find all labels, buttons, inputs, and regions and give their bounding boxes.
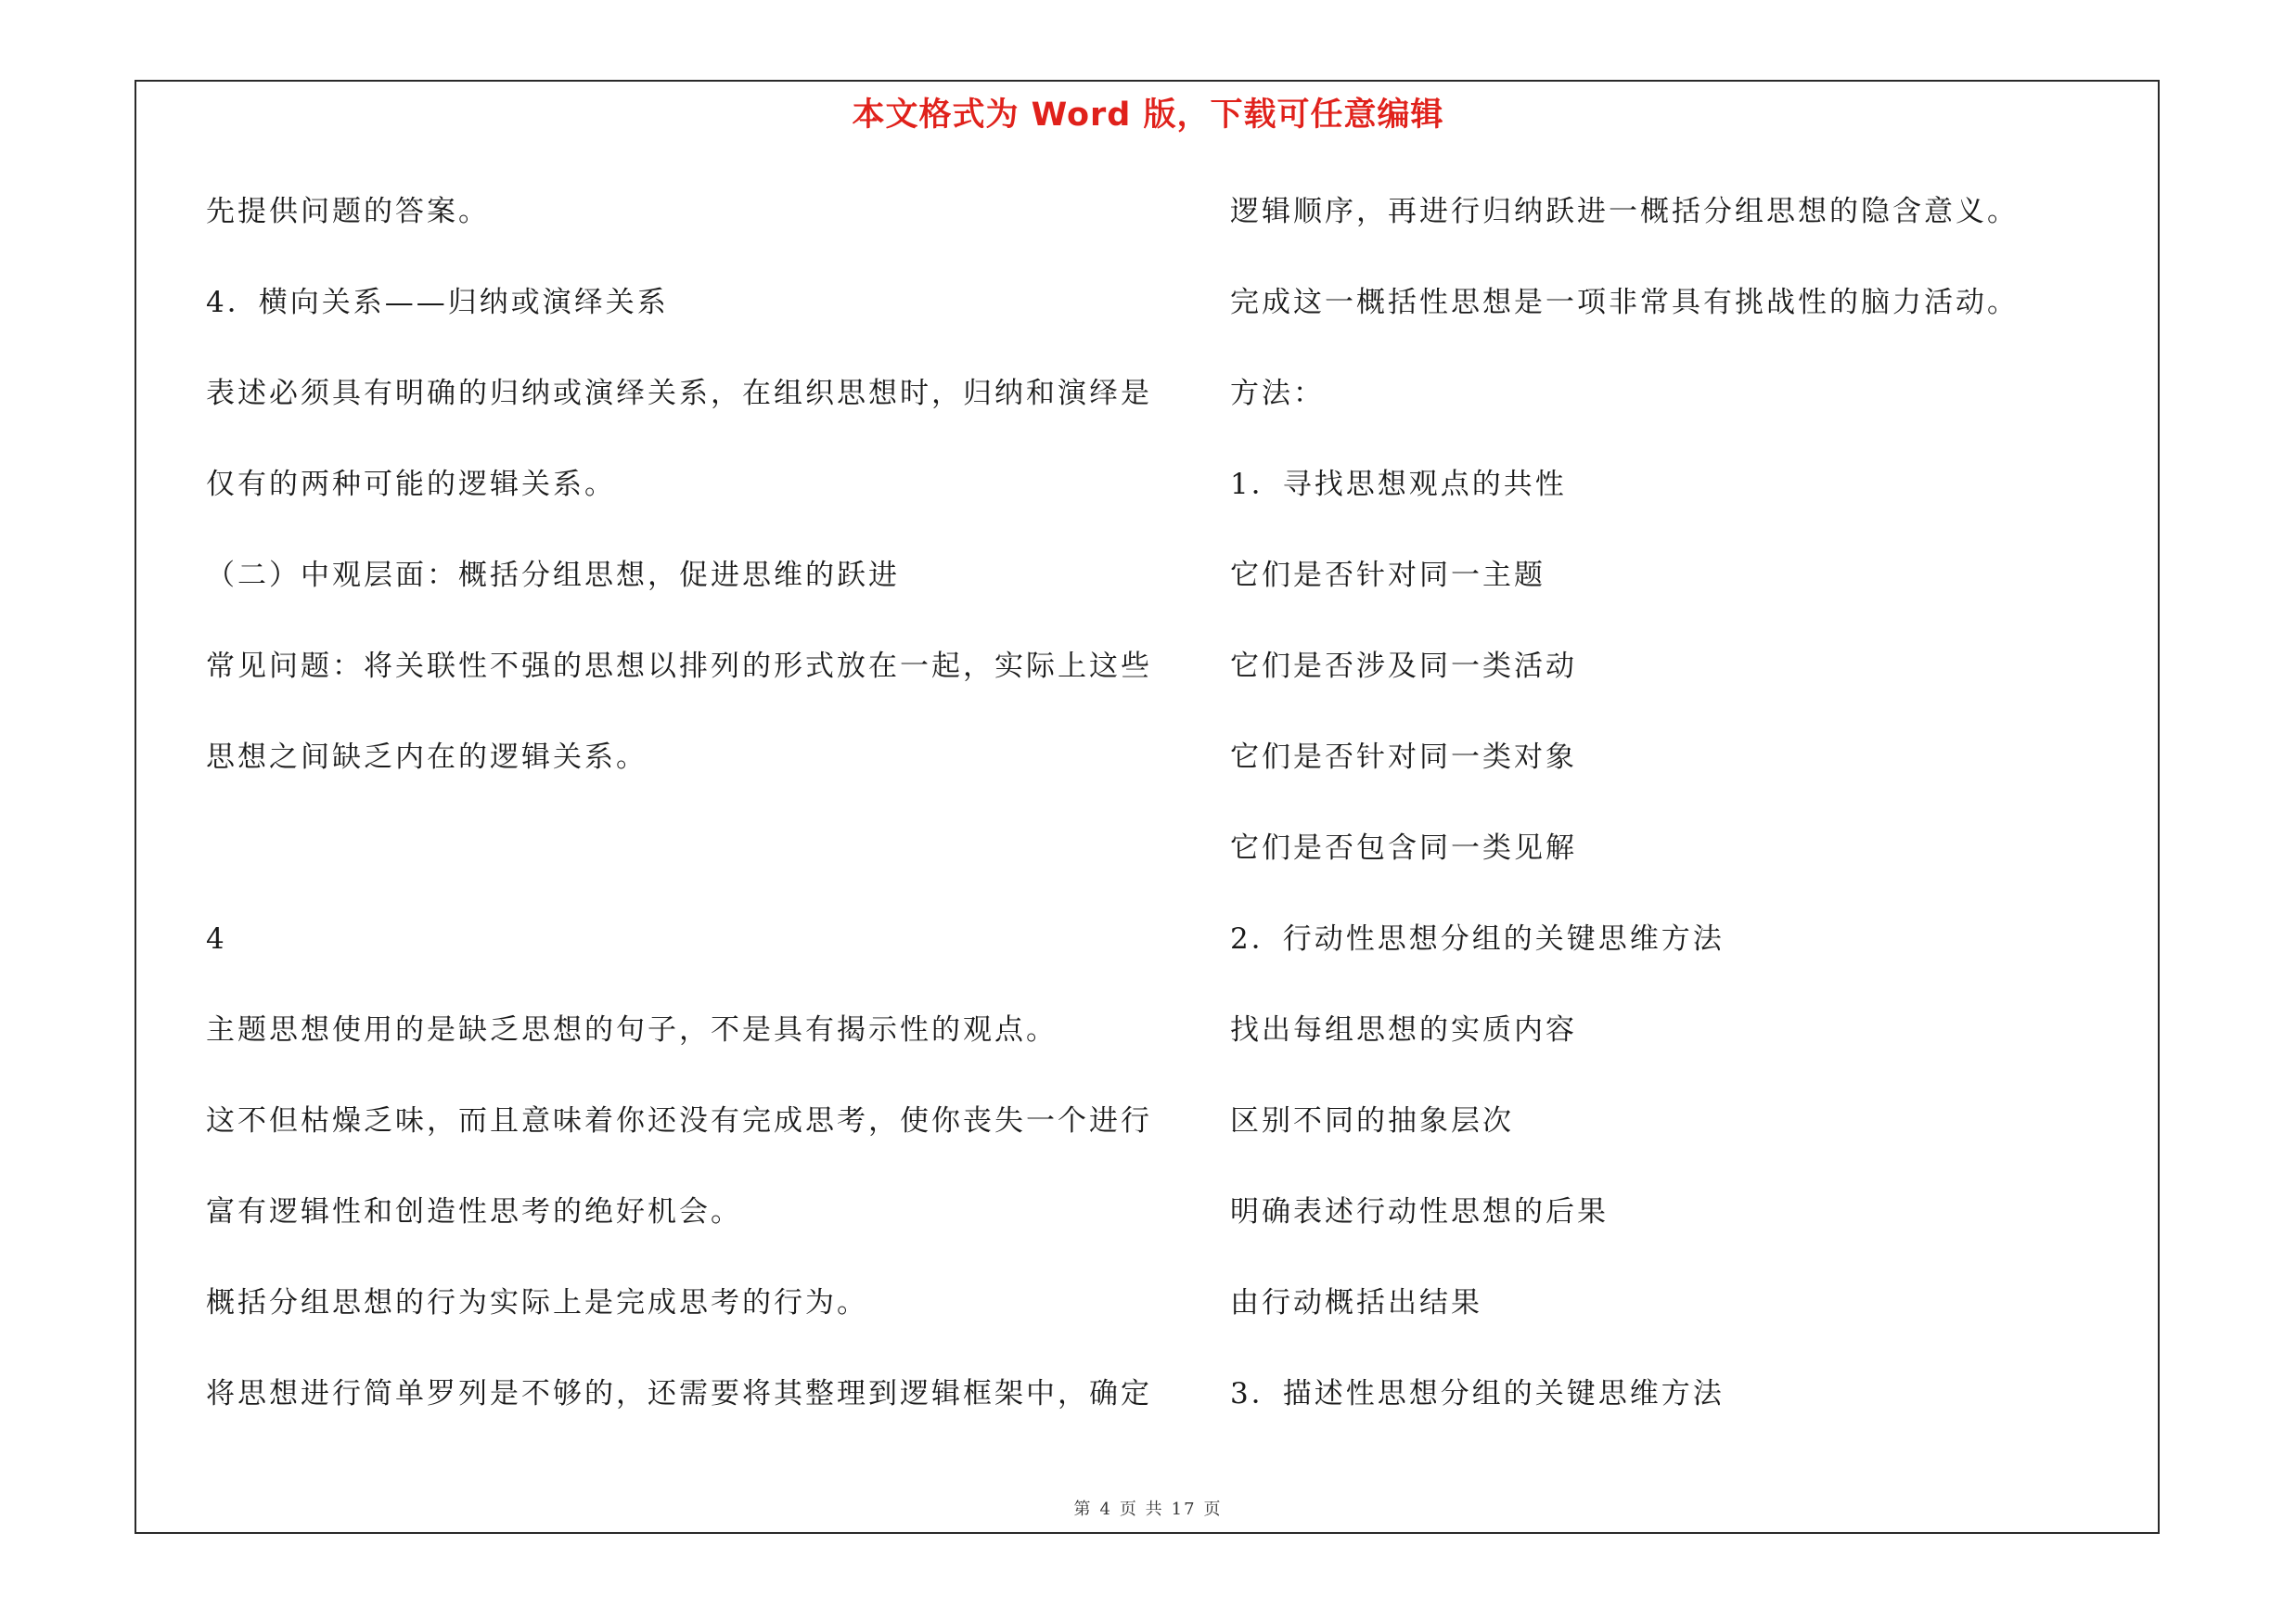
list-item: 由行动概括出结果 [1230,1286,1482,1320]
text-line: 逻辑顺序，再进行归纳跃进一概括分组思想的隐含意义。 [1230,195,2019,228]
section-heading: （二）中观层面：概括分组思想，促进思维的跃进 [206,559,900,592]
footer-middle: 页 共 [1119,1500,1164,1519]
text-line: 概括分组思想的行为实际上是完成思考的行为。 [206,1286,868,1320]
current-page-number: 4 [1099,1500,1112,1519]
word-format-banner: 本文格式为 Word 版，下载可任意编辑 [852,97,1444,134]
text-line: 这不但枯燥乏味，而且意味着你还没有完成思考，使你丧失一个进行 [206,1104,1152,1138]
footer-suffix: 页 [1203,1500,1223,1519]
list-item: 找出每组思想的实质内容 [1230,1013,1577,1047]
inline-number: 4 [206,922,227,956]
footer-prefix: 第 [1073,1500,1093,1519]
total-page-count: 17 [1171,1500,1197,1519]
list-heading: 3．描述性思想分组的关键思维方法 [1230,1377,1725,1410]
section-heading: 4．横向关系——归纳或演绎关系 [206,286,669,319]
text-line: 方法： [1230,377,1325,410]
list-item: 区别不同的抽象层次 [1230,1104,1514,1138]
text-line: 表述必须具有明确的归纳或演绎关系，在组织思想时，归纳和演绎是 [206,377,1152,410]
text-line: 完成这一概括性思想是一项非常具有挑战性的脑力活动。 [1230,286,2019,319]
list-item: 它们是否涉及同一类活动 [1230,650,1577,683]
text-line: 富有逻辑性和创造性思考的绝好机会。 [206,1195,742,1229]
text-line: 先提供问题的答案。 [206,195,490,228]
blank-line [206,820,1143,911]
text-line: 主题思想使用的是缺乏思想的句子，不是具有揭示性的观点。 [206,1013,1058,1047]
text-line: 思想之间缺乏内在的逻辑关系。 [206,741,648,774]
page-number-footer [0,1496,2296,1520]
list-heading: 2．行动性思想分组的关键思维方法 [1230,922,1725,956]
text-line: 仅有的两种可能的逻辑关系。 [206,468,616,501]
list-item: 它们是否针对同一类对象 [1230,741,1577,774]
list-item: 它们是否包含同一类见解 [1230,831,1577,865]
text-line: 常见问题：将关联性不强的思想以排列的形式放在一起，实际上这些 [206,650,1152,683]
list-item: 它们是否针对同一主题 [1230,559,1546,592]
right-text-column [1230,184,2167,1457]
list-item: 明确表述行动性思想的后果 [1230,1195,1609,1229]
list-heading: 1．寻找思想观点的共性 [1230,468,1567,501]
text-line: 将思想进行简单罗列是不够的，还需要将其整理到逻辑框架中，确定 [206,1377,1152,1410]
left-text-column [206,184,1152,1457]
